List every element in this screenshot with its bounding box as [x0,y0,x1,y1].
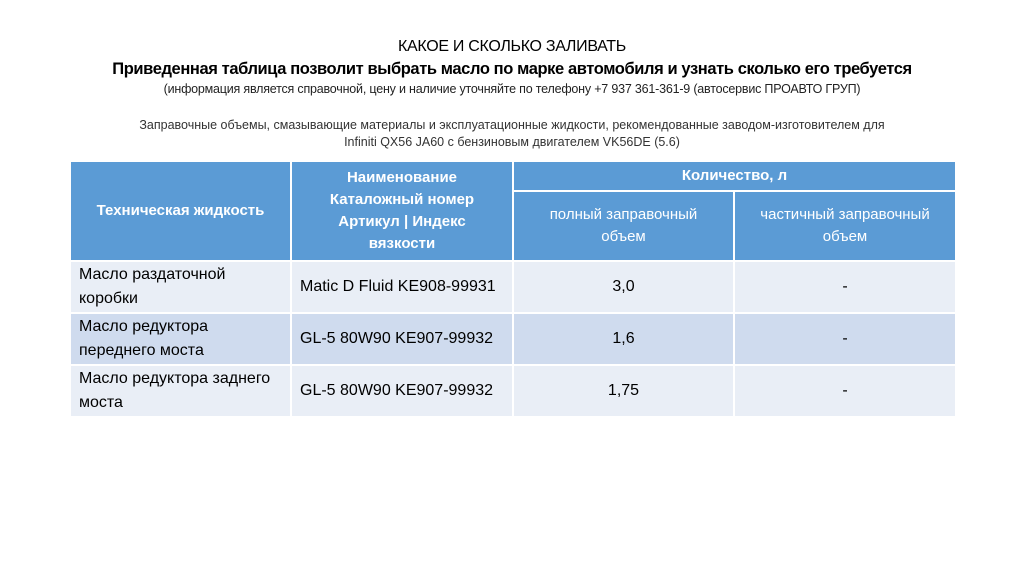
partial-volume-cell: - [734,313,956,365]
description-line-2: Infiniti QX56 JA60 с бензиновым двигателем VK56DE (5.6) [344,135,680,149]
name-cell: GL-5 80W90 KE907-99932 [291,365,513,417]
page-subtitle: Приведенная таблица позволит выбрать масло по марке автомобиля и узнать сколько его требуется [112,60,912,78]
full-volume-cell: 1,75 [513,365,734,417]
partial-volume-cell: - [734,261,956,313]
fluids-table [69,160,957,418]
name-cell: GL-5 80W90 KE907-99932 [291,313,513,365]
fluid-cell: Масло раздаточной коробки [70,261,291,313]
fluid-cell: Масло редуктора заднего моста [70,365,291,417]
full-volume-cell: 3,0 [513,261,734,313]
header-quantity: Количество, л [513,161,956,191]
table-row [70,313,956,365]
header-name: Наименование Каталожный номер Артикул | Индекс вязкости [291,161,513,261]
description-line-1: Заправочные объемы, смазывающие материалы и эксплуатационные жидкости, рекомендованные заводом-изготовителем для [139,118,885,132]
table-row [70,365,956,417]
contact-note: (информация является справочной, цену и наличие уточняйте по телефону +7 937 361-361-9 (автосервис ПРОАВТО ГРУП) [163,82,861,96]
fluid-cell: Масло редуктора переднего моста [70,313,291,365]
header-partial-volume: частичный заправочный объем [734,191,956,261]
name-cell: Matic D Fluid KE908-99931 [291,261,513,313]
full-volume-cell: 1,6 [513,313,734,365]
page-title: КАКОЕ И СКОЛЬКО ЗАЛИВАТЬ [398,38,626,55]
header-fluid: Техническая жидкость [70,161,291,261]
header-full-volume: полный заправочный объем [513,191,734,261]
partial-volume-cell: - [734,365,956,417]
table-row [70,261,956,313]
